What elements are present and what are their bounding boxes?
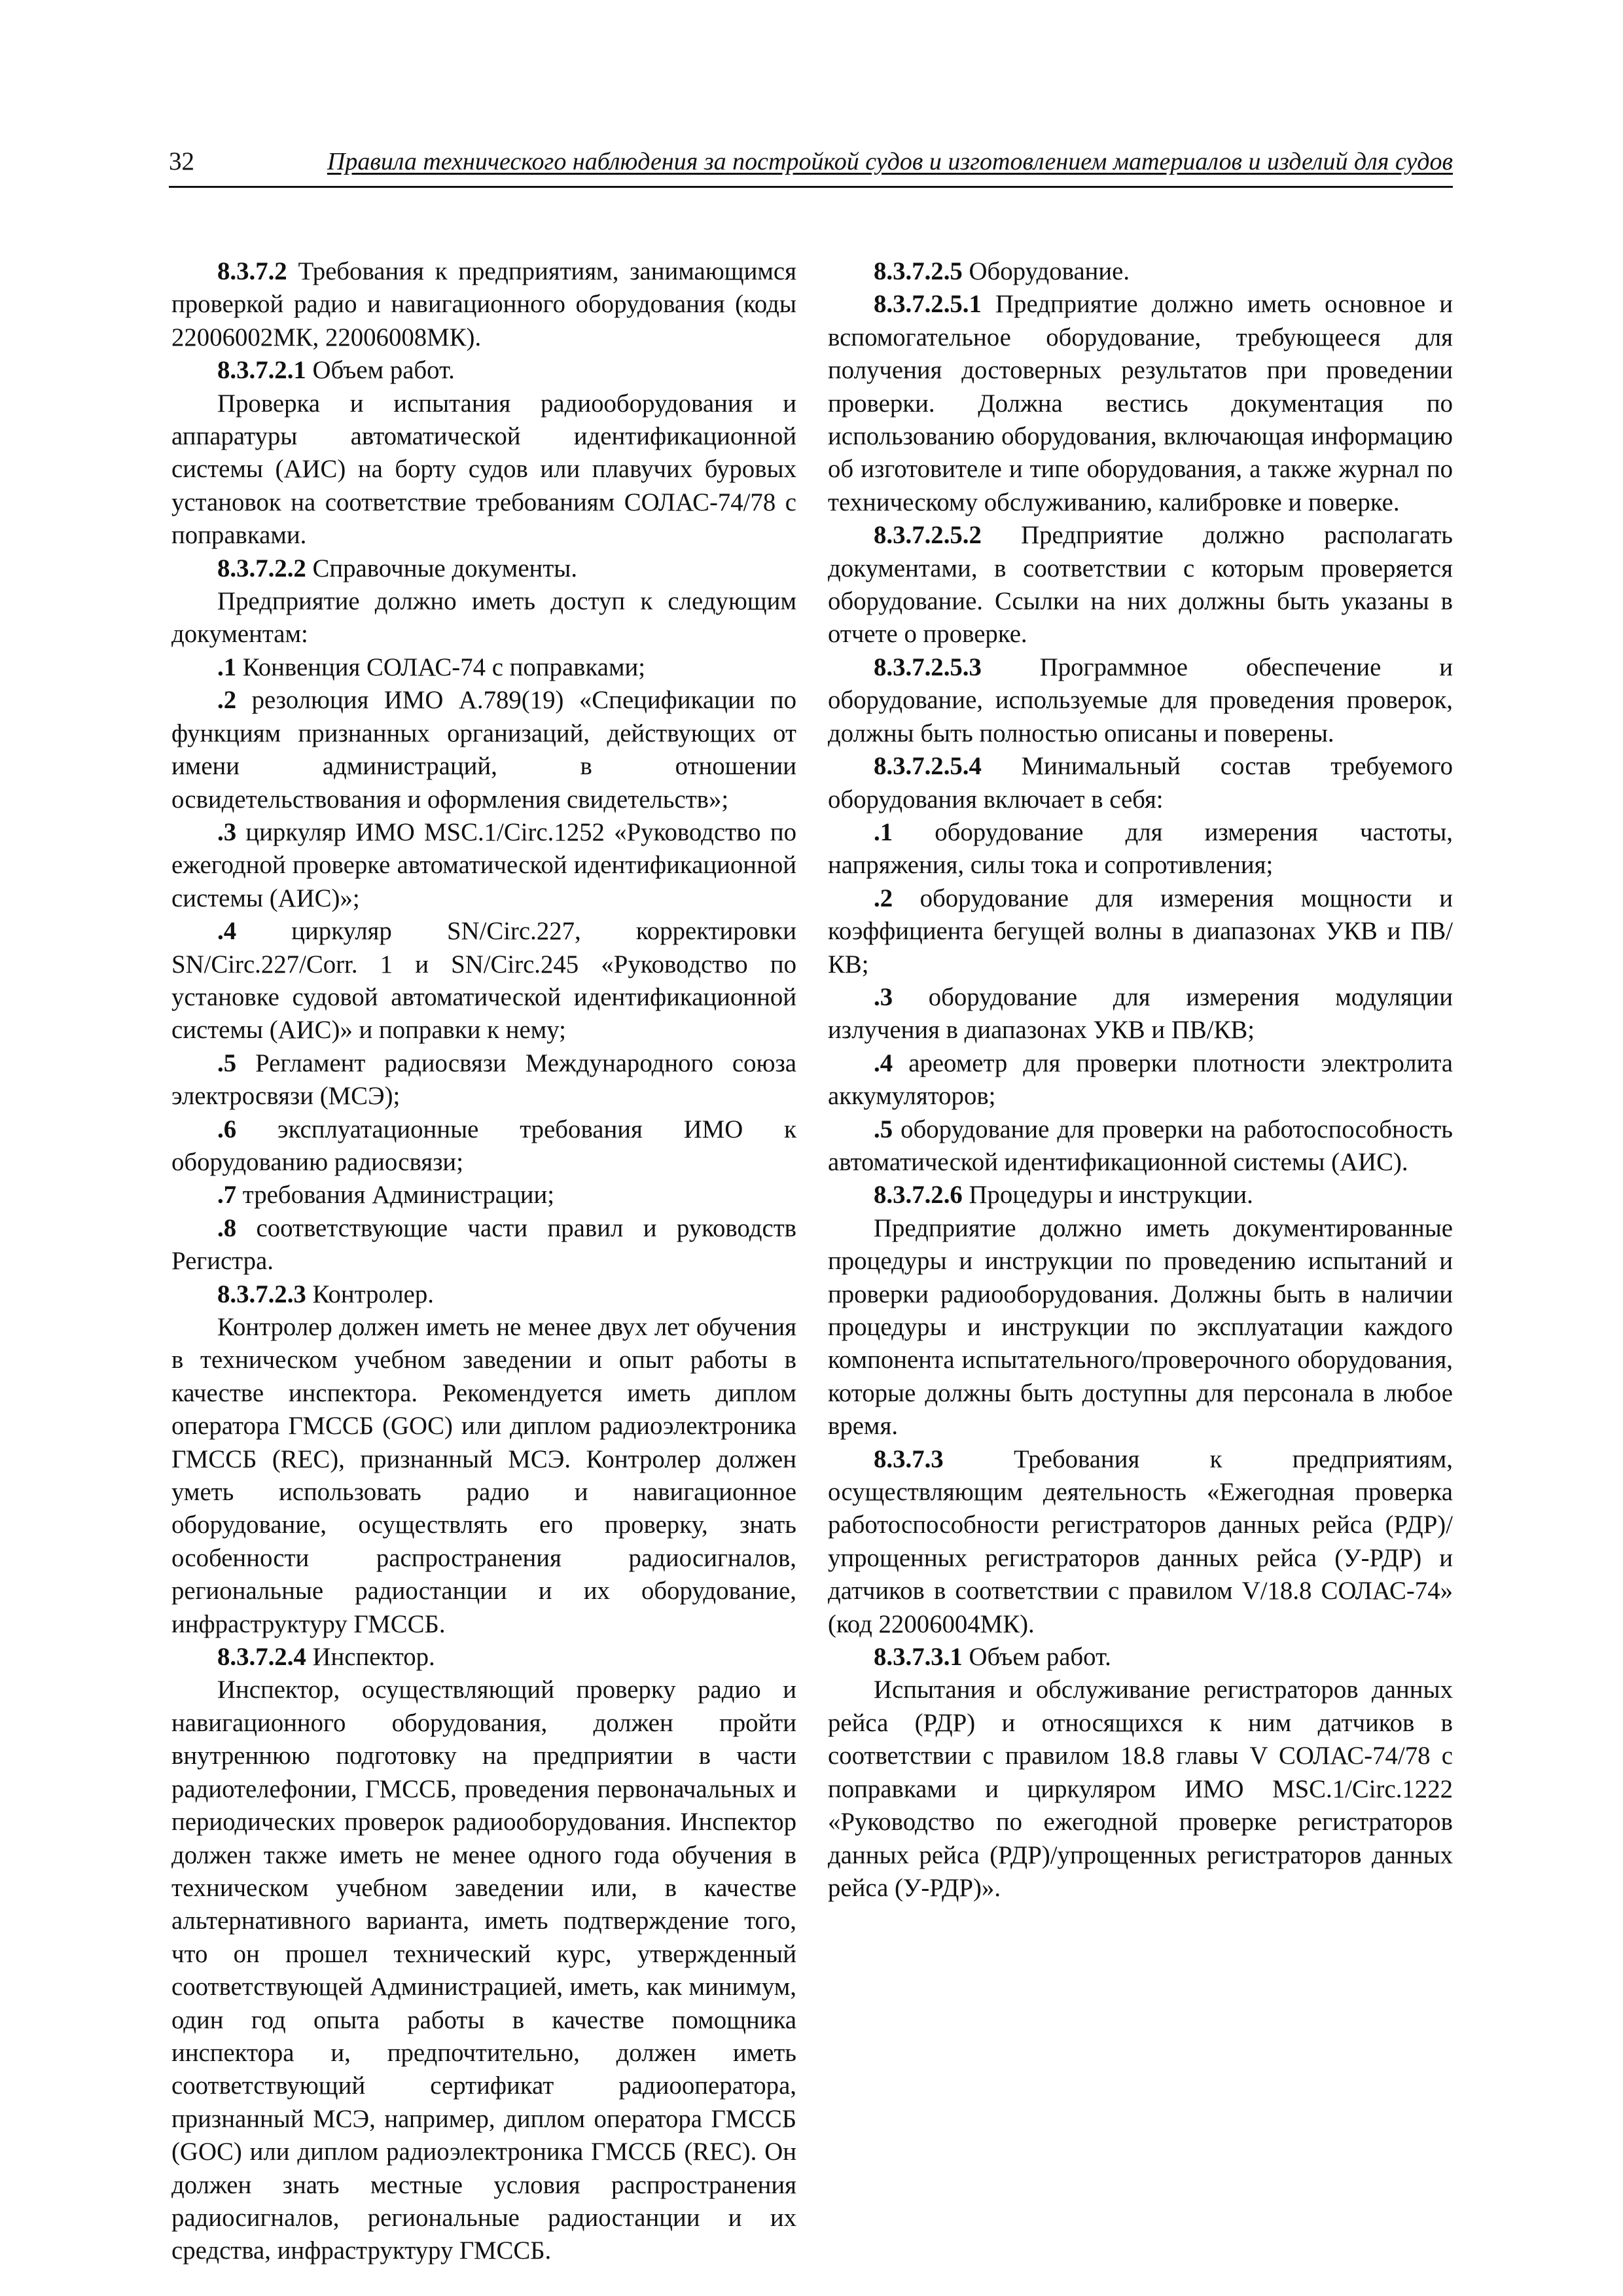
- paragraph-number: .8: [217, 1213, 237, 1242]
- paragraph-text: Инспектор, осуществляющий проверку радио и навигационного оборудования, должен пройти внутреннюю подготовку на предприятии в части радиотелефонии, ГМССБ, проведения первоначальных и периодических проверок радиооборудования. Инспектор должен также иметь не менее одного года обучения в техническом учебном заведении или, в качестве альтернативного варианта, иметь подтверждение того, что он прошел технический курс, утвержденный соответствующей Администрацией, иметь, как минимум, один год опыта работы в качестве помощника инспектора и, предпочтительно, должен иметь соответствующий сертификат радиооператора, признанный МСЭ, например, диплом оператора ГМССБ (GOC) или диплом радиоэлектроника ГМССБ (REC). Он должен знать местные условия распространения радиосигналов, региональные радиостанции и их средства, инфраструктуру ГМССБ.: [171, 1676, 796, 2265]
- paragraph-text: Предприятие должно располагать документами, в соответствии с которым проверяется оборудование. Ссылки на них должны быть указаны в отчете о проверке.: [828, 521, 1453, 649]
- paragraph: [171, 1311, 796, 1641]
- paragraph-text: Оборудование.: [962, 257, 1130, 285]
- paragraph-text: Справочные документы.: [306, 554, 578, 583]
- paragraph-number: .1: [217, 653, 237, 681]
- paragraph-number: 8.3.7.2.2: [217, 554, 306, 583]
- paragraph-number: 8.3.7.2.1: [217, 356, 306, 385]
- paragraph-number: .3: [874, 982, 893, 1011]
- paragraph-number: .4: [874, 1049, 893, 1077]
- paragraph-text: требования Администрации;: [236, 1181, 555, 1210]
- paragraph-text: Предприятие должно иметь доступ к следующим документам:: [171, 587, 796, 649]
- paragraph: [828, 1179, 1453, 1211]
- paragraph-text: Испытания и обслуживание регистраторов данных рейса (РДР) и относящихся к ним датчиков в соответствии с правилом 18.8 главы V СОЛАС-74/78 с поправками и циркуляром ИМО MSC.1/Circ.1222 «Руководство по ежегодной проверке регистраторов данных рейса (РДР)/упрощенных регистраторов данных рейса (У-РДР)».: [828, 1676, 1453, 1902]
- paragraph: [828, 1674, 1453, 1905]
- left-column: [171, 255, 796, 2265]
- paragraph: [828, 1443, 1453, 1641]
- paragraph-text: Объем работ.: [962, 1643, 1111, 1672]
- paragraph: [171, 1674, 796, 2267]
- paragraph: [828, 750, 1453, 816]
- paragraph-number: 8.3.7.3.1: [874, 1643, 963, 1672]
- paragraph: [171, 684, 796, 816]
- paragraph: [828, 1047, 1453, 1113]
- paragraph: [828, 288, 1453, 519]
- paragraph-text: Требования к предприятиям, занимающимся проверкой радио и навигационного оборудования (коды 22006002МК, 22006008МК).: [171, 257, 796, 351]
- paragraph: [171, 915, 796, 1047]
- paragraph: [171, 1113, 796, 1179]
- paragraph-text: резолюция ИМО А.789(19) «Спецификации по функциям признанных организаций, действующих от имени администраций, в отношении освидетельствования и оформления свидетельств»;: [171, 686, 796, 814]
- paragraph-text: циркуляр SN/Circ.227, корректировки SN/Circ.227/Corr. 1 и SN/Circ.245 «Руководство по установке судовой автоматической идентификационной системы (АИС)» и поправки к нему;: [171, 917, 796, 1045]
- paragraph: [828, 1212, 1453, 1443]
- paragraph: [828, 981, 1453, 1047]
- paragraph-number: 8.3.7.2.5.4: [874, 752, 982, 781]
- paragraph-number: .2: [217, 686, 237, 715]
- paragraph: [171, 1212, 796, 1278]
- paragraph-text: ареометр для проверки плотности электролита аккумуляторов;: [828, 1049, 1453, 1111]
- paragraph: [828, 1113, 1453, 1179]
- running-title: Правила технического наблюдения за постройкой судов и изготовлением материалов и изделий для судов: [327, 148, 1453, 175]
- paragraph-number: 8.3.7.2.4: [217, 1643, 306, 1672]
- paragraph-text: Контролер должен иметь не менее двух лет обучения в техническом учебном заведении и опыт работы в качестве инспектора. Рекомендуется иметь диплом оператора ГМССБ (GOC) или диплом радиоэлектроника ГМССБ (REC), признанный МСЭ. Контролер должен уметь использовать радио и навигационное оборудование, осуществлять его проверку, знать особенности распространения радиосигналов, региональные радиостанции и их оборудование, инфраструктуру ГМССБ.: [171, 1313, 796, 1638]
- page-number: 32: [169, 147, 194, 175]
- paragraph: [171, 1641, 796, 1674]
- paragraph: [828, 816, 1453, 882]
- paragraph-number: 8.3.7.2.6: [874, 1181, 963, 1210]
- paragraph: [828, 519, 1453, 651]
- paragraph-text: Инспектор.: [306, 1643, 435, 1672]
- paragraph-text: Требования к предприятиям, осуществляющим деятельность «Ежегодная проверка работоспособности регистраторов данных рейса (РДР)/упрощенных регистраторов данных рейса (У-РДР) и датчиков в соответствии с правилом V/18.8 СОЛАС-74» (код 22006004МК).: [828, 1444, 1453, 1638]
- paragraph-text: Контролер.: [306, 1280, 434, 1308]
- paragraph-number: .2: [874, 884, 893, 912]
- paragraph-text: Объем работ.: [306, 356, 455, 385]
- paragraph: [171, 354, 796, 387]
- paragraph: [828, 255, 1453, 288]
- paragraph-number: .7: [217, 1181, 237, 1210]
- paragraph: [828, 1641, 1453, 1674]
- paragraph-number: 8.3.7.2.5.1: [874, 290, 982, 319]
- paragraph-text: соответствующие части правил и руководств Регистра.: [171, 1213, 796, 1276]
- paragraph-text: оборудование для измерения модуляции излучения в диапазонах УКВ и ПВ/КВ;: [828, 982, 1453, 1045]
- paragraph-text: Процедуры и инструкции.: [962, 1181, 1253, 1210]
- paragraph: [171, 552, 796, 585]
- paragraph-text: Предприятие должно иметь основное и вспомогательное оборудование, требующееся для получения достоверных результатов при проведении проверки. Должна вестись документация по использованию оборудования, включающая информацию об изготовителе и типе оборудования, а также журнал по техническому обслуживанию, калибровке и поверке.: [828, 290, 1453, 516]
- paragraph: [171, 816, 796, 915]
- paragraph: [828, 882, 1453, 981]
- paragraph: [171, 387, 796, 552]
- paragraph: [171, 585, 796, 651]
- paragraph-number: .4: [217, 917, 237, 946]
- paragraph-number: .5: [874, 1115, 893, 1143]
- paragraph-number: 8.3.7.2.5: [874, 257, 963, 285]
- paragraph-number: 8.3.7.2: [217, 257, 287, 285]
- paragraph: [171, 255, 796, 354]
- paragraph-text: Регламент радиосвязи Международного союза электросвязи (МСЭ);: [171, 1049, 796, 1111]
- paragraph: [828, 651, 1453, 750]
- right-column: [828, 255, 1453, 2219]
- paragraph: [171, 651, 796, 684]
- paragraph-number: 8.3.7.2.5.3: [874, 653, 982, 681]
- paragraph-text: Проверка и испытания радиооборудования и аппаратуры автоматической идентификационной системы (АИС) на борту судов или плавучих буровых установок на соответствие требованиям СОЛАС-74/78 с поправками.: [171, 389, 796, 550]
- paragraph-text: Программное обеспечение и оборудование, используемые для проведения проверок, должны быть полностью описаны и поверены.: [828, 653, 1453, 747]
- paragraph-number: 8.3.7.3: [874, 1444, 944, 1473]
- paragraph-number: .6: [217, 1115, 237, 1143]
- paragraph: [171, 1278, 796, 1311]
- paragraph-text: оборудование для измерения частоты, напряжения, силы тока и сопротивления;: [828, 817, 1453, 880]
- paragraph-text: циркуляр ИМО MSC.1/Circ.1252 «Руководство по ежегодной проверке автоматической идентификационной системы (АИС)»;: [171, 817, 796, 912]
- paragraph: [171, 1047, 796, 1113]
- paragraph-text: Минимальный состав требуемого оборудования включает в себя:: [828, 752, 1453, 814]
- paragraph-number: 8.3.7.2.3: [217, 1280, 306, 1308]
- paragraph: [171, 1179, 796, 1211]
- paragraph-text: Конвенция СОЛАС-74 с поправками;: [236, 653, 646, 681]
- paragraph-text: оборудование для проверки на работоспособность автоматической идентификационной системы (АИС).: [828, 1115, 1453, 1176]
- paragraph-text: оборудование для измерения мощности и коэффициента бегущей волны в диапазонах УКВ и ПВ/КВ;: [828, 884, 1453, 978]
- page-header: [169, 145, 1453, 188]
- paragraph-text: Предприятие должно иметь документированные процедуры и инструкции по проведению испытаний и проверки радиооборудования. Должны быть в наличии процедуры и инструкции по эксплуатации каждого компонента испытательного/проверочного оборудования, которые должны быть доступны для персонала в любое время.: [828, 1213, 1453, 1441]
- paragraph-number: .1: [874, 817, 893, 846]
- paragraph-number: .5: [217, 1049, 237, 1077]
- paragraph-text: эксплуатационные требования ИМО к оборудованию радиосвязи;: [171, 1115, 796, 1176]
- paragraph-number: 8.3.7.2.5.2: [874, 521, 982, 550]
- paragraph-number: .3: [217, 817, 237, 846]
